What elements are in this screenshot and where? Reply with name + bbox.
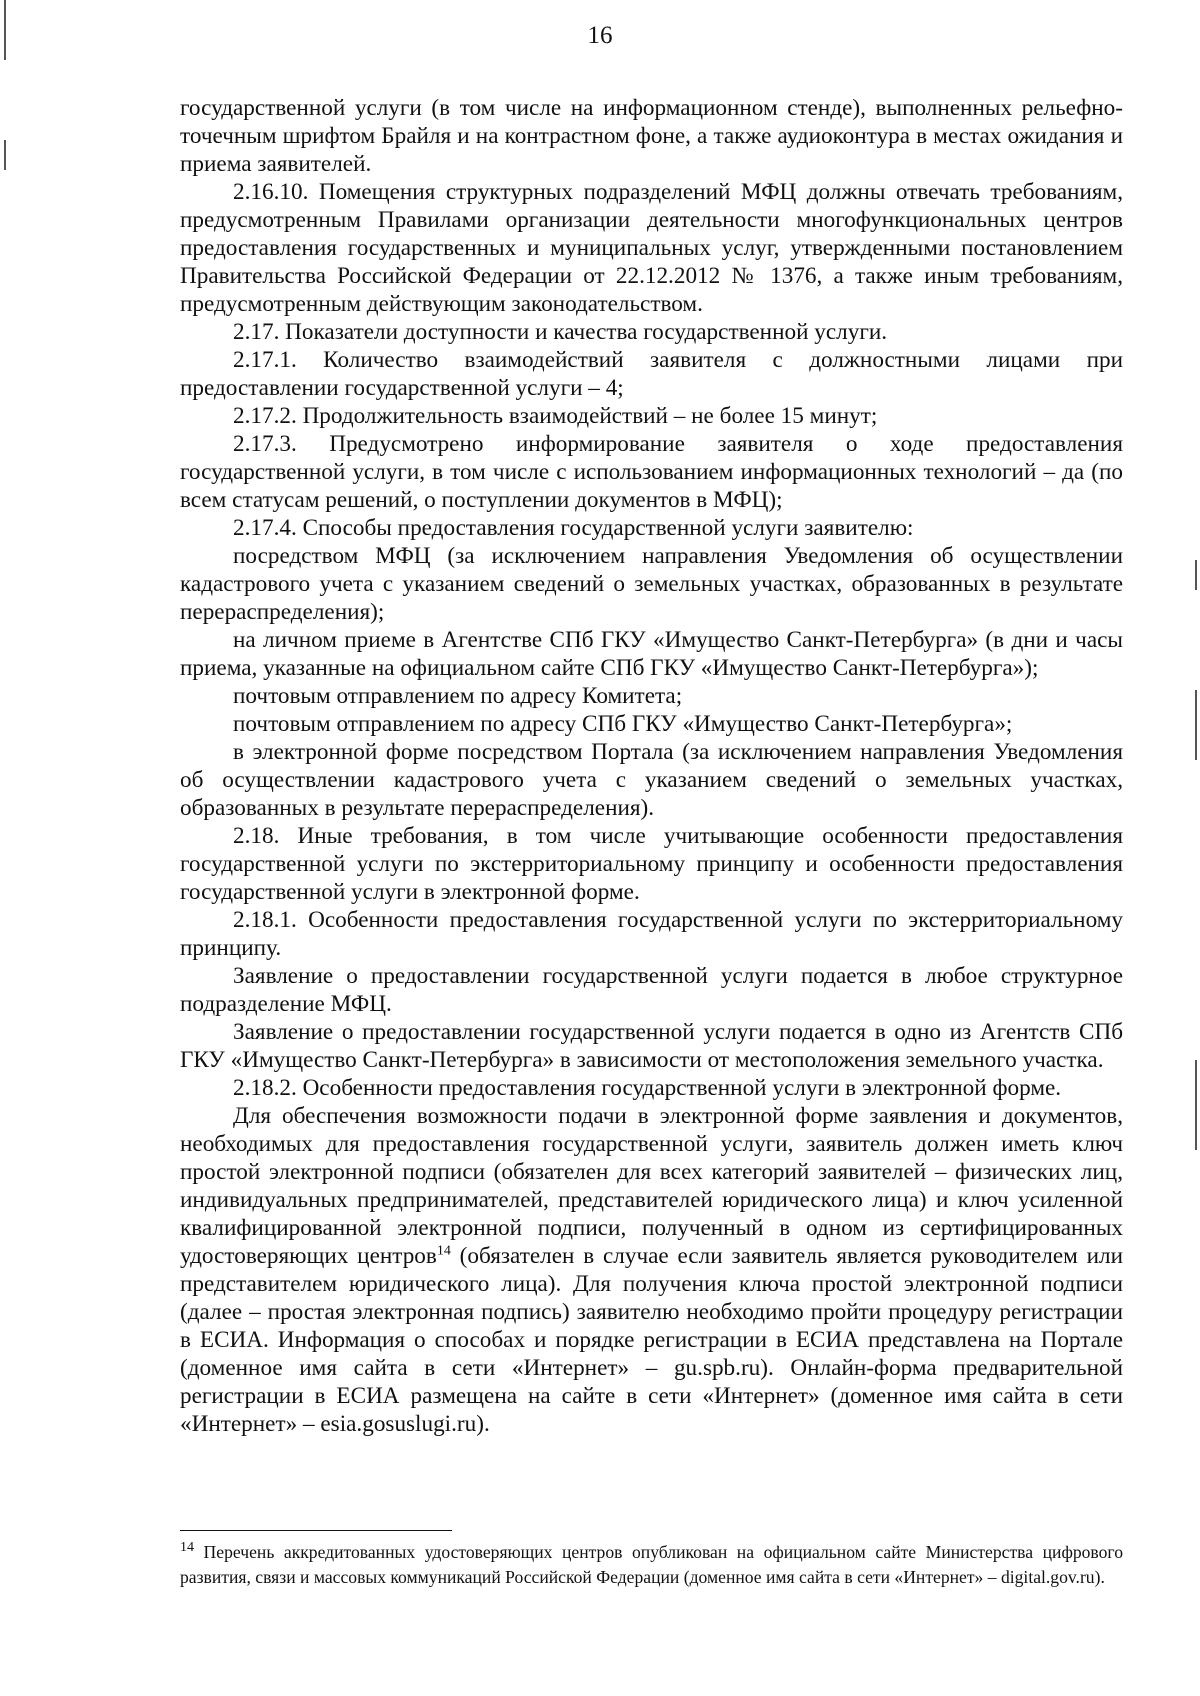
paragraph: Заявление о предоставлении государственной услуги подается в любое структурное подразделение МФЦ. [180, 963, 1123, 1017]
paragraph: в электронной форме посредством Портала (за исключением направления Уведомления об осуществлении кадастрового учета с указанием сведений о земельных участках, образованных в результате перераспределения). [180, 739, 1123, 821]
paragraph: почтовым отправлением по адресу СПб ГКУ «Имущество Санкт-Петербурга»; [233, 711, 1013, 737]
paragraph: на личном приеме в Агентстве СПб ГКУ «Имущество Санкт-Петербурга» (в дни и часы приема, указанные на официальном сайте СПб ГКУ «Имущество Санкт-Петербурга»); [180, 627, 1123, 681]
paragraph: 2.17. Показатели доступности и качества государственной услуги. [233, 319, 888, 345]
scan-artifact-left-1 [4, 0, 6, 60]
footnote-divider [180, 1530, 452, 1531]
paragraph: посредством МФЦ (за исключением направления Уведомления об осуществлении кадастрового учета с указанием сведений о земельных участках, образованных в результате перераспределения); [180, 543, 1123, 625]
paragraph: 2.18.2. Особенности предоставления государственной услуги в электронной форме. [233, 1075, 1062, 1101]
page-number: 16 [587, 22, 613, 49]
paragraph: 2.17.3. Предусмотрено информирование заявителя о ходе предоставления государственной услуги, в том числе с использованием информационных технологий – да (по всем статусам решений, о поступлении документов в МФЦ); [180, 431, 1123, 513]
paragraph: 2.17.4. Способы предоставления государственной услуги заявителю: [233, 515, 914, 541]
paragraph: 2.17.2. Продолжительность взаимодействий – не более 15 минут; [233, 403, 878, 429]
scan-artifact-left-2 [4, 140, 6, 170]
footnote-text: Перечень аккредитованных удостоверяющих центров опубликован на официальном сайте Министерства цифрового развития, связи и массовых коммуникаций Российской Федерации (доменное имя сайта в сети «Интернет» – digital.gov.ru). [180, 1542, 1123, 1587]
paragraph-text-part: Для обеспечения возможности подачи в электронной форме заявления и документов, необходимых для предоставления государственной услуги, заявитель должен иметь ключ простой электронной подписи (обязателен для всех категорий заявителей – физических лиц, индивидуальных предпринимателей, представителей юридического лица) и ключ усиленной квалифицированной электронной подписи, полученный в одном из сертифицированных удостоверяющих центров [180, 1103, 1123, 1269]
footnote [180, 1540, 1123, 1589]
footnote-reference: 14 [436, 1243, 451, 1259]
scan-artifact-right-1 [1195, 560, 1197, 590]
scan-artifact-right-3 [1195, 1060, 1197, 1150]
footnote-marker: 14 [180, 1540, 194, 1556]
paragraph: почтовым отправлением по адресу Комитета; [233, 683, 683, 709]
paragraph: 2.18.1. Особенности предоставления государственной услуги по экстерриториальному принципу. [180, 907, 1123, 961]
paragraph: Заявление о предоставлении государственной услуги подается в одно из Агентств СПб ГКУ «Имущество Санкт-Петербурга» в зависимости от местоположения земельного участка. [180, 1019, 1123, 1073]
paragraph-text-part: (обязателен в случае если заявитель является руководителем или представителем юридического лица). Для получения ключа простой электронной подписи (далее – простая электронная подпись) заявителю необходимо пройти процедуру регистрации в ЕСИА. Информация о способах и порядке регистрации в ЕСИА представлена на Портале (доменное имя сайта в сети «Интернет» – gu.spb.ru). Онлайн-форма предварительной регистрации в ЕСИА размещена на сайте в сети «Интернет» (доменное имя сайта в сети «Интернет» – esia.gosuslugi.ru). [180, 1243, 1123, 1437]
scan-artifact-right-2 [1195, 690, 1197, 760]
paragraph: 2.16.10. Помещения структурных подразделений МФЦ должны отвечать требованиям, предусмотренным Правилами организации деятельности многофункциональных центров предоставления государственных и муниципальных услуг, утвержденными постановлением Правительства Российской Федерации от 22.12.2012 № 1376, а также иным требованиям, предусмотренным действующим законодательством. [180, 179, 1123, 317]
paragraph: государственной услуги (в том числе на информационном стенде), выполненных рельефно-точечным шрифтом Брайля и на контрастном фоне, а также аудиоконтура в местах ожидания и приема заявителей. [180, 95, 1123, 177]
paragraph-electronic-signature [180, 1102, 1123, 1438]
paragraph: 2.17.1. Количество взаимодействий заявителя с должностными лицами при предоставлении государственной услуги – 4; [180, 347, 1123, 401]
paragraph: 2.18. Иные требования, в том числе учитывающие особенности предоставления государственной услуги по экстерриториальному принципу и особенности предоставления государственной услуги в электронной форме. [180, 823, 1123, 905]
document-body [180, 94, 1123, 1438]
